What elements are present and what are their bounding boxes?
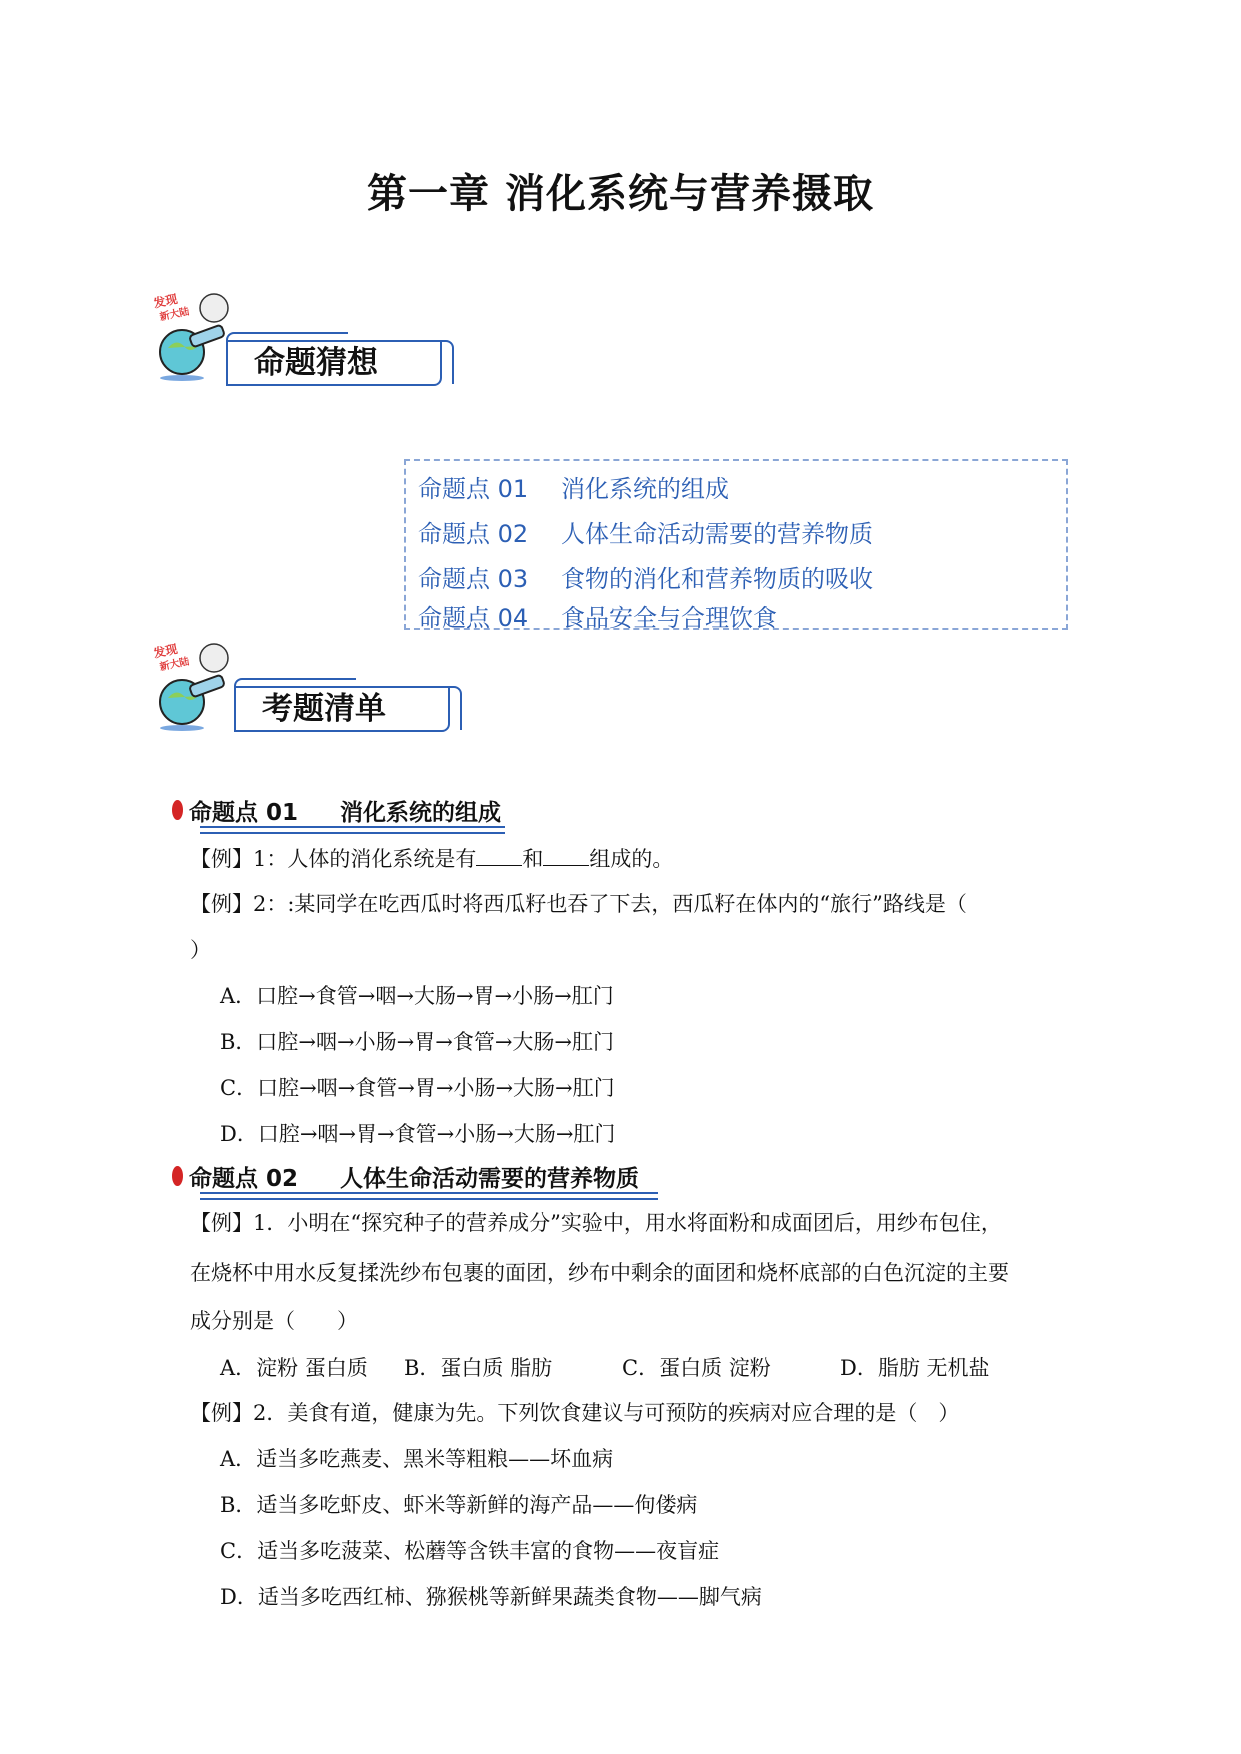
svg-text:新大陆: 新大陆 (158, 656, 191, 674)
example-text: 和 (522, 847, 544, 871)
example-line (190, 843, 673, 873)
toc-text: 食物的消化和营养物质的吸收 (561, 564, 873, 593)
example-line: 【例】2．美食有道，健康为先。下列饮食建议与可预防的疾病对应合理的是（ ） (190, 1401, 960, 1425)
topic-underline (200, 826, 505, 834)
page-title: 第一章 消化系统与营养摄取 (367, 171, 874, 217)
svg-text:新大陆: 新大陆 (158, 306, 191, 324)
option-b[interactable]: B．适当多吃虾皮、虾米等新鲜的海产品——佝偻病 (220, 1493, 698, 1517)
option-a[interactable]: A．淀粉 蛋白质 (220, 1356, 368, 1380)
toc-num: 命题点 04 (418, 603, 529, 632)
mascot-telescope-icon (152, 640, 234, 732)
option-c[interactable]: C．适当多吃菠菜、松蘑等含铁丰富的食物——夜盲症 (220, 1539, 720, 1563)
toc-num: 命题点 02 (418, 519, 529, 548)
example-line: 【例】2：:某同学在吃西瓜时将西瓜籽也吞了下去，西瓜籽在体内的“旅行”路线是（ (190, 892, 967, 916)
topic-heading-01 (172, 793, 501, 827)
option-b[interactable]: B．口腔→咽→小肠→胃→食管→大肠→肛门 (220, 1030, 615, 1054)
option-d[interactable]: D．口腔→咽→胃→食管→小肠→大肠→肛门 (220, 1122, 616, 1146)
option-d[interactable]: D．适当多吃西红柿、猕猴桃等新鲜果蔬类食物——脚气病 (220, 1585, 762, 1609)
answer-blank[interactable] (476, 847, 522, 866)
option-d[interactable]: D．脂肪 无机盐 (840, 1356, 990, 1380)
toc-item[interactable] (418, 511, 873, 551)
topic-heading-02 (172, 1159, 639, 1193)
example-line: 成分别是（ ） (190, 1309, 358, 1333)
toc-text: 食品安全与合理饮食 (561, 603, 777, 632)
bullet-dot-icon (172, 1166, 183, 1186)
toc-text: 消化系统的组成 (561, 474, 729, 503)
topic-num: 命题点 01 (189, 799, 299, 826)
bullet-dot-icon (172, 800, 183, 820)
toc-item[interactable] (418, 466, 729, 506)
example-text: 组成的。 (589, 847, 674, 871)
toc-item[interactable] (418, 601, 777, 632)
section-tag-list: 考题清单 (234, 686, 450, 732)
example-text: 【例】1：人体的消化系统是有 (190, 847, 477, 871)
toc-num: 命题点 03 (418, 564, 529, 593)
option-b[interactable]: B．蛋白质 脂肪 (404, 1356, 553, 1380)
topic-underline (200, 1192, 658, 1200)
topic-title: 消化系统的组成 (340, 799, 502, 826)
toc-text: 人体生命活动需要的营养物质 (561, 519, 873, 548)
answer-blank[interactable] (543, 847, 589, 866)
svg-text:发现: 发现 (152, 641, 179, 661)
toc-item[interactable] (418, 556, 873, 596)
option-a[interactable]: A．口腔→食管→咽→大肠→胃→小肠→肛门 (220, 984, 614, 1008)
svg-text:发现: 发现 (152, 291, 179, 311)
option-c[interactable]: C．口腔→咽→食管→胃→小肠→大肠→肛门 (220, 1076, 615, 1100)
example-line: ） (190, 938, 211, 962)
topic-num: 命题点 02 (189, 1165, 299, 1192)
example-line: 在烧杯中用水反复揉洗纱布包裹的面团，纱布中剩余的面团和烧杯底部的白色沉淀的主要 (190, 1261, 1009, 1285)
toc-num: 命题点 01 (418, 474, 529, 503)
topic-title: 人体生命活动需要的营养物质 (340, 1165, 640, 1192)
mascot-telescope-icon (152, 290, 234, 382)
example-line: 【例】1．小明在“探究种子的营养成分”实验中，用水将面粉和成面团后，用纱布包住， (190, 1211, 1002, 1235)
toc-box (404, 459, 1068, 630)
option-a[interactable]: A．适当多吃燕麦、黑米等粗粮——坏血病 (220, 1447, 614, 1471)
option-c[interactable]: C．蛋白质 淀粉 (622, 1356, 771, 1380)
section-tag-guess: 命题猜想 (226, 340, 442, 386)
